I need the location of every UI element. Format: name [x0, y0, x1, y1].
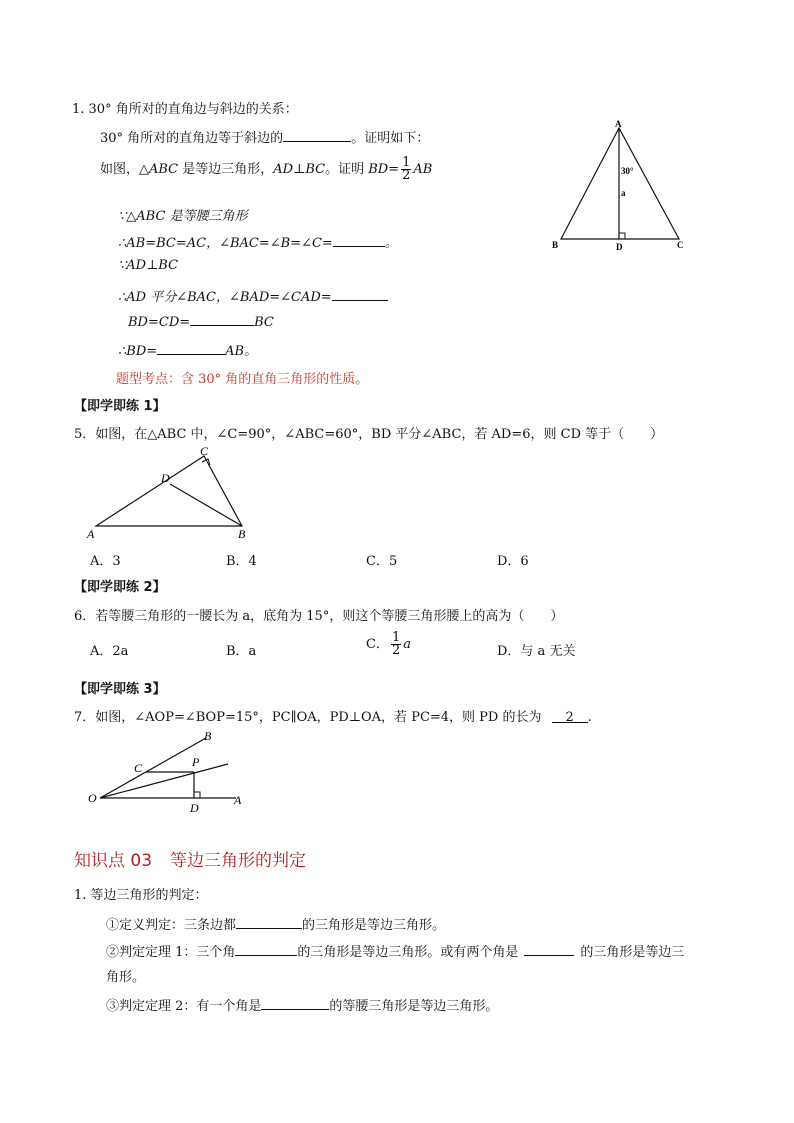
- l2-a: 如图，△: [100, 162, 149, 177]
- s3-item-3: [106, 995, 498, 1014]
- label-B: B: [238, 527, 246, 540]
- l2-b: ABC: [149, 162, 179, 177]
- blank-angle[interactable]: [333, 234, 385, 247]
- ex1-option-c[interactable]: C．5: [366, 554, 398, 569]
- s3-item-2-cont: 角形。: [106, 970, 146, 985]
- blank-equal-angles[interactable]: [235, 943, 297, 956]
- ex3-answer: 2: [565, 710, 574, 725]
- s1-line-6: [118, 286, 388, 305]
- ex2-option-b[interactable]: B．a: [226, 644, 257, 659]
- label-30deg: 30°: [621, 166, 634, 176]
- s1-line-4: [118, 232, 398, 251]
- exercise-1-question: 5．如图，在△ABC 中，∠C=90°，∠ABC=60°，BD 平分∠ABC，若 AD=6，则 CD 等于（ ）: [74, 427, 664, 442]
- l2-c: 是等边三角形，: [178, 162, 274, 177]
- blank-equal-sides[interactable]: [236, 916, 302, 929]
- figure-exercise-3: [86, 726, 256, 818]
- label-A: A: [615, 119, 622, 129]
- exercise-2-question: 6．若等腰三角形的一腰长为 a，底角为 15°，则这个等腰三角形腰上的高为（ ）: [74, 609, 564, 624]
- ex1-option-a[interactable]: A．3: [90, 554, 121, 569]
- section-1-title: 1. 30° 角所对的直角边与斜边的关系：: [72, 102, 298, 117]
- l2-g: 。证明: [325, 162, 369, 177]
- l6-text: ∴AD 平分∠BAC，∠BAD=∠CAD=: [118, 290, 332, 305]
- label-C: C: [134, 761, 143, 775]
- fraction-half: [401, 157, 411, 182]
- exercise-2-tag: 【即学即练 2】: [74, 580, 166, 595]
- fraction-half: [391, 632, 401, 657]
- ray-op: [100, 764, 228, 798]
- label-C: C: [677, 240, 684, 250]
- l2-e: ⊥: [293, 162, 306, 177]
- s3-item-1: [106, 914, 445, 933]
- ex1-option-b[interactable]: B．4: [226, 554, 257, 569]
- l2-j: AB: [413, 162, 433, 177]
- s3-title: 1. 等边三角形的判定：: [74, 888, 208, 903]
- label-D: D: [190, 801, 199, 815]
- label-B: B: [204, 729, 212, 743]
- l2-i: =: [388, 162, 400, 177]
- exercise-1-tag: 【即学即练 1】: [74, 399, 166, 414]
- s3-item-2: [106, 941, 684, 960]
- figure-exercise-1: [86, 444, 266, 540]
- blank-two-angles[interactable]: [524, 943, 574, 956]
- frac-den: 2: [402, 168, 411, 183]
- section-03-heading: [74, 846, 306, 871]
- s3-item-2-tail: 的三角形是等边三: [580, 945, 685, 960]
- exercise-3-question: [74, 706, 592, 725]
- frac-num: 1: [402, 155, 411, 170]
- blank-special-angle[interactable]: [261, 997, 329, 1010]
- opt-c-prefix: C．: [366, 637, 389, 652]
- ex3-answer-blank[interactable]: [552, 710, 588, 723]
- heading-text: 等边三角形的判定: [170, 851, 307, 871]
- s1-line-1-tail: 。证明如下：: [351, 131, 430, 146]
- l2-f: BC: [305, 162, 326, 177]
- triangle-abc: [561, 128, 679, 239]
- right-angle-mark: [619, 233, 625, 239]
- s1-line-5: ∵AD⊥BC: [118, 258, 179, 273]
- s1-line-7: [128, 313, 274, 330]
- l7-text: BD=CD=: [128, 315, 191, 330]
- l4-tail: 。: [384, 236, 398, 251]
- exercise-3-tag: 【即学即练 3】: [74, 682, 166, 697]
- label-A: A: [87, 527, 95, 540]
- s3-item-2-mid: 的三角形是等边三角形。或有两个角是: [297, 945, 519, 960]
- opt-c-var: a: [403, 637, 411, 652]
- ex2-option-a[interactable]: A．2a: [90, 644, 129, 659]
- s1-note: 题型考点：含 30° 角的直角三角形的性质。: [116, 372, 369, 387]
- s3-item-3-tail: 的等腰三角形是等边三角形。: [329, 999, 499, 1014]
- s3-item-2-text: ②判定定理 1：三个角: [106, 945, 236, 960]
- ex3-question-text: 7．如图，∠AOP=∠BOP=15°，PC∥OA，PD⊥OA，若 PC=4，则 PD 的长为: [74, 710, 542, 725]
- ex2-option-c[interactable]: [366, 632, 411, 657]
- heading-number: 知识点 03: [74, 851, 153, 871]
- ray-ob: [100, 738, 206, 798]
- s1-line-1: [100, 127, 429, 146]
- label-D: D: [161, 471, 170, 485]
- ex1-option-d[interactable]: D．6: [497, 554, 529, 569]
- label-C: C: [200, 444, 209, 458]
- s1-line-3: ∵△ABC 是等腰三角形: [118, 209, 248, 224]
- l8-tail: AB。: [225, 344, 258, 359]
- s3-item-1-text: ①定义判定：三条边都: [106, 918, 237, 933]
- label-A: A: [234, 793, 242, 807]
- frac-num: 1: [391, 630, 401, 645]
- ex2-option-d[interactable]: D．与 a 无关: [497, 644, 576, 659]
- blank-ab-ratio[interactable]: [157, 342, 225, 355]
- figure-equilateral-triangle: [545, 118, 695, 254]
- ex3-question-end: .: [587, 710, 592, 725]
- right-angle-mark: [194, 792, 200, 798]
- label-O: O: [88, 791, 97, 805]
- blank-half-angle[interactable]: [332, 288, 388, 301]
- l4-text: ∴AB=BC=AC，∠BAC=∠B=∠C=: [118, 236, 333, 251]
- label-side-a: a: [621, 188, 626, 198]
- frac-den: 2: [391, 643, 401, 658]
- s1-line-2: [100, 157, 432, 182]
- label-B: B: [552, 240, 559, 250]
- l2-d: AD: [273, 162, 294, 177]
- s1-line-1-text: 30° 角所对的直角边等于斜边的: [100, 131, 284, 146]
- blank-bd-ratio[interactable]: [190, 313, 254, 326]
- s3-item-3-text: ③判定定理 2：有一个角是: [106, 999, 262, 1014]
- blank-fraction[interactable]: [283, 129, 351, 142]
- s3-item-1-tail: 的三角形是等边三角形。: [302, 918, 446, 933]
- triangle-abc: [96, 456, 242, 526]
- l8-text: ∴BD=: [118, 344, 158, 359]
- l2-h: BD: [368, 162, 389, 177]
- label-P: P: [192, 755, 200, 769]
- label-D: D: [616, 242, 623, 252]
- l7-tail: BC: [254, 315, 274, 330]
- s1-line-8: [118, 340, 257, 359]
